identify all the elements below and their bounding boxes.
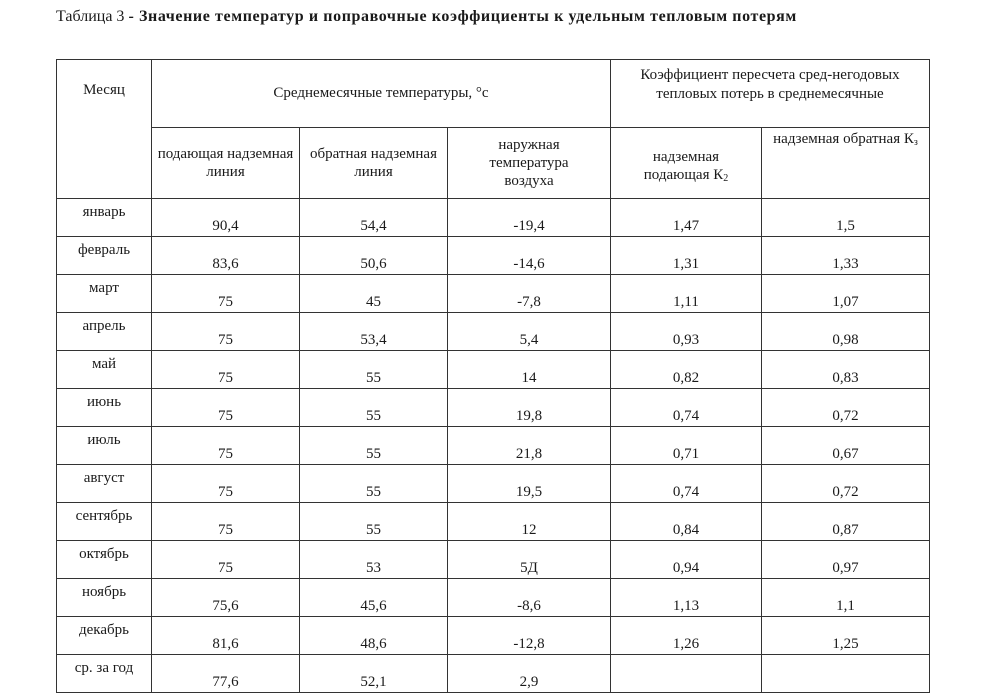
cell-outdoor: -8,6 — [448, 579, 611, 617]
table-row — [57, 199, 930, 237]
table-row — [57, 465, 930, 503]
header-k3 — [762, 128, 930, 199]
cell-k2: 0,74 — [611, 389, 762, 427]
header-k2-label: надземная подающая К — [643, 149, 724, 183]
cell-supply: 75 — [152, 389, 300, 427]
table-row — [57, 541, 930, 579]
cell-outdoor: 19,8 — [448, 389, 611, 427]
caption-title: - Значение температур и поправочные коэффициенты к удельным тепловым потерям — [128, 8, 797, 25]
cell-k3: 0,67 — [762, 427, 930, 465]
cell-supply: 90,4 — [152, 199, 300, 237]
cell-outdoor: 21,8 — [448, 427, 611, 465]
caption-prefix: Таблица 3 — [56, 8, 129, 25]
header-k2-subscript: 2 — [723, 173, 729, 184]
cell-k2: 0,71 — [611, 427, 762, 465]
cell-outdoor: -12,8 — [448, 617, 611, 655]
cell-supply: 81,6 — [152, 617, 300, 655]
cell-month: март — [57, 275, 152, 313]
cell-return: 53 — [300, 541, 448, 579]
cell-k2: 0,94 — [611, 541, 762, 579]
cell-return: 55 — [300, 465, 448, 503]
cell-k2: 1,11 — [611, 275, 762, 313]
cell-return: 55 — [300, 389, 448, 427]
temperature-coefficients-table — [56, 59, 930, 693]
table-row — [57, 427, 930, 465]
cell-k3 — [762, 655, 930, 693]
cell-k3: 0,98 — [762, 313, 930, 351]
cell-return: 55 — [300, 503, 448, 541]
cell-return: 48,6 — [300, 617, 448, 655]
cell-supply: 83,6 — [152, 237, 300, 275]
table-body — [57, 199, 930, 693]
cell-supply: 75 — [152, 313, 300, 351]
cell-k3: 0,72 — [762, 389, 930, 427]
cell-k3: 1,33 — [762, 237, 930, 275]
table-row — [57, 313, 930, 351]
cell-supply: 75,6 — [152, 579, 300, 617]
header-coefficient-text: Коэффициент пересчета сред-негодовых тепловых потерь в среднемесячные — [640, 67, 900, 102]
cell-k3: 1,25 — [762, 617, 930, 655]
cell-supply: 75 — [152, 503, 300, 541]
table-row — [57, 237, 930, 275]
table-row — [57, 579, 930, 617]
cell-return: 45 — [300, 275, 448, 313]
header-k3-label: надземная обратная К — [773, 131, 914, 147]
cell-k3: 1,5 — [762, 199, 930, 237]
cell-month: октябрь — [57, 541, 152, 579]
cell-month: апрель — [57, 313, 152, 351]
cell-k3: 0,72 — [762, 465, 930, 503]
cell-k2 — [611, 655, 762, 693]
cell-return: 55 — [300, 351, 448, 389]
cell-k2: 1,47 — [611, 199, 762, 237]
header-avg-temps: Среднемесячные температуры, °с — [152, 60, 611, 128]
cell-return: 50,6 — [300, 237, 448, 275]
cell-month: февраль — [57, 237, 152, 275]
table-row — [57, 655, 930, 693]
header-outdoor-temp: наружная температура воздуха — [448, 128, 611, 199]
header-month: Месяц — [57, 60, 152, 199]
cell-outdoor: 14 — [448, 351, 611, 389]
cell-k2: 1,31 — [611, 237, 762, 275]
cell-supply: 75 — [152, 275, 300, 313]
cell-k2: 0,93 — [611, 313, 762, 351]
cell-k3: 0,97 — [762, 541, 930, 579]
table-row — [57, 617, 930, 655]
cell-return: 54,4 — [300, 199, 448, 237]
cell-k2: 0,82 — [611, 351, 762, 389]
cell-supply: 75 — [152, 465, 300, 503]
cell-month: январь — [57, 199, 152, 237]
cell-return: 53,4 — [300, 313, 448, 351]
table-caption — [56, 6, 926, 28]
cell-outdoor: -19,4 — [448, 199, 611, 237]
cell-outdoor: -7,8 — [448, 275, 611, 313]
table-row — [57, 351, 930, 389]
cell-month: декабрь — [57, 617, 152, 655]
cell-k2: 1,26 — [611, 617, 762, 655]
header-k2 — [611, 128, 762, 199]
cell-month: ноябрь — [57, 579, 152, 617]
cell-k3: 0,87 — [762, 503, 930, 541]
header-coefficient — [611, 60, 930, 128]
cell-outdoor: 12 — [448, 503, 611, 541]
cell-k3: 1,1 — [762, 579, 930, 617]
cell-supply: 75 — [152, 351, 300, 389]
table-row — [57, 275, 930, 313]
cell-return: 55 — [300, 427, 448, 465]
cell-supply: 75 — [152, 427, 300, 465]
table-row — [57, 503, 930, 541]
cell-k2: 1,13 — [611, 579, 762, 617]
cell-month: июль — [57, 427, 152, 465]
cell-supply: 75 — [152, 541, 300, 579]
cell-month: август — [57, 465, 152, 503]
cell-month: сентябрь — [57, 503, 152, 541]
cell-outdoor: 19,5 — [448, 465, 611, 503]
cell-supply: 77,6 — [152, 655, 300, 693]
cell-month: июнь — [57, 389, 152, 427]
cell-k2: 0,84 — [611, 503, 762, 541]
cell-return: 45,6 — [300, 579, 448, 617]
cell-outdoor: 5,4 — [448, 313, 611, 351]
cell-k3: 0,83 — [762, 351, 930, 389]
header-supply-line: подающая надземная линия — [152, 128, 300, 199]
cell-outdoor: 5Д — [448, 541, 611, 579]
cell-k2: 0,74 — [611, 465, 762, 503]
header-return-line: обратная надземная линия — [300, 128, 448, 199]
cell-outdoor: 2,9 — [448, 655, 611, 693]
cell-k3: 1,07 — [762, 275, 930, 313]
cell-return: 52,1 — [300, 655, 448, 693]
cell-outdoor: -14,6 — [448, 237, 611, 275]
cell-month: ср. за год — [57, 655, 152, 693]
cell-month: май — [57, 351, 152, 389]
header-k3-subscript: з — [913, 137, 918, 148]
table-row — [57, 389, 930, 427]
